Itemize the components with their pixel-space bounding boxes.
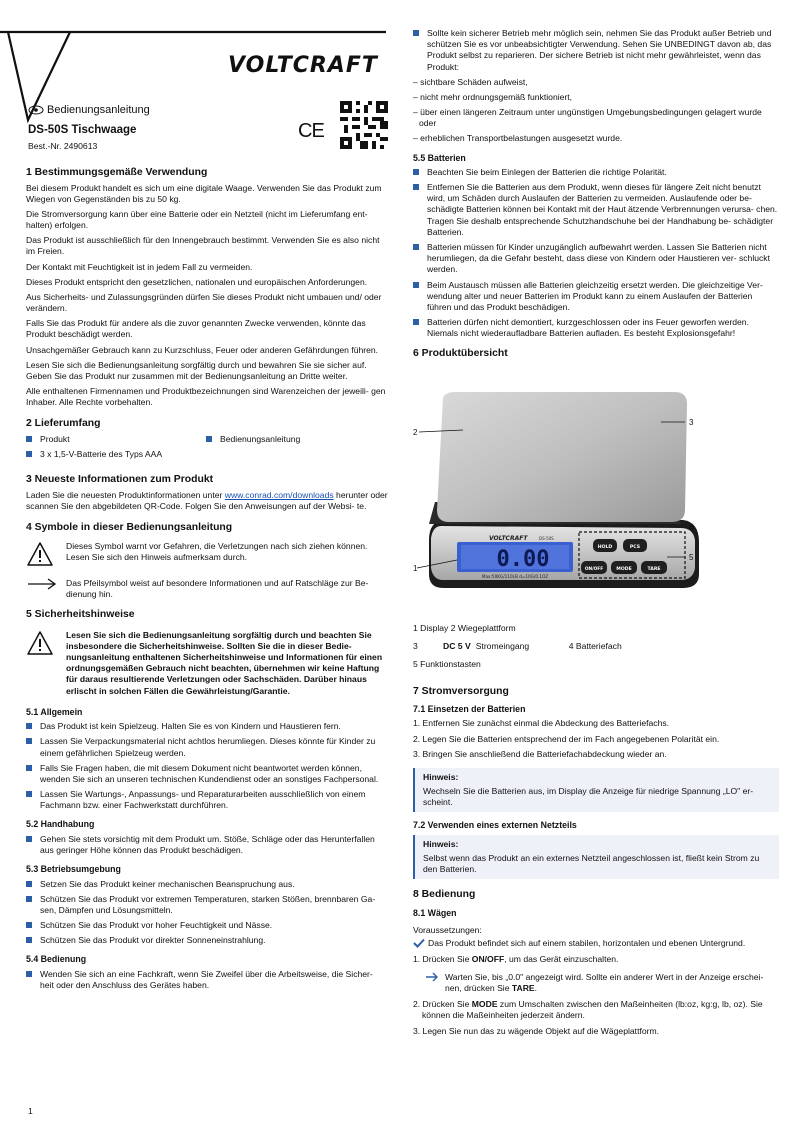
eye-icon xyxy=(28,105,44,115)
list-item: – über einen längeren Zeitraum unter ungünstigen Umgebungsbedingungen gelagert wurde oder xyxy=(413,107,762,129)
section-title: 7 Stromversorgung xyxy=(413,685,509,697)
section-1 xyxy=(26,166,388,408)
paragraph: Lesen Sie sich die Bedienungsanleitung sorgfältig durch und bewahren Sie sie sicher auf. Geben Sie das Produkt nur zusammen mit der Bedienungsanleitung an Dritte weiter. xyxy=(26,359,367,381)
list-item: Beachten Sie beim Einlegen der Batterien die richtige Polarität. xyxy=(413,167,779,178)
hint-box xyxy=(413,835,779,880)
prereq-label: Voraussetzungen: xyxy=(413,925,482,936)
svg-text:MODE: MODE xyxy=(616,567,632,572)
bullet-list xyxy=(413,167,779,339)
legend-dc-text: Stromeingang xyxy=(475,641,530,652)
bullet-list xyxy=(413,28,779,73)
svg-text:PCS: PCS xyxy=(629,545,641,550)
device-brand: VOLTCRAFT xyxy=(489,535,528,542)
list-item: Schützen Sie das Produkt vor extremen Temperaturen, starken Stößen, brennbaren Ga- sen, Dämpfen und Lösungsmitteln. xyxy=(26,894,388,916)
section-title: 5 Sicherheitshinweise xyxy=(26,609,135,621)
bullet-list xyxy=(26,721,388,811)
subsection-title: 7.1 Einsetzen der Batterien xyxy=(413,704,526,715)
paragraph: Dieses Produkt entspricht den gesetzlichen, nationalen und europäischen Anforderungen. xyxy=(26,276,368,287)
legend-line-3: 5 Funktionstasten xyxy=(413,659,481,670)
bullet-list xyxy=(26,834,388,856)
list-item: Das Produkt ist kein Spielzeug. Halten Sie es von Kindern und Haustieren fern. xyxy=(26,721,388,732)
list-item: – erheblichen Transportbelastungen ausgesetzt wurde. xyxy=(413,133,623,144)
brand-logo: VOLTCRAFT xyxy=(228,53,378,78)
button-hold[interactable] xyxy=(593,539,617,552)
symbol-row xyxy=(26,578,388,600)
section-4 xyxy=(26,521,388,600)
paragraph: Die Stromversorgung kann über eine Batterie oder ein Netzteil (nicht im Lieferumfang ent- halten) erfolgen. xyxy=(26,208,368,231)
list-item: Sollte kein sicherer Betrieb mehr möglich sein, nehmen Sie das Produkt außer Betrieb und schützen Sie es vor unbeabsichtigter Verwendung. Sehen Sie UNBEDINGT davon ab, das Produkt selbst zu reparieren. Der sichere Betrieb ist nicht mehr gewährleistet, wenn das Produkt: xyxy=(413,28,779,73)
svg-text:ON/OFF: ON/OFF xyxy=(584,567,604,572)
section-title: 1 Bestimmungsgemäße Verwendung xyxy=(26,167,208,178)
arrow-note xyxy=(425,972,779,994)
device-model: DS-50S xyxy=(539,536,554,541)
list-item: Gehen Sie stets vorsichtig mit dem Produkt um. Stöße, Schläge oder das Herunterfallen aus geringer Höhe können das Produkt beschädigen. xyxy=(26,834,388,856)
paragraph: Unsachgemäßer Gebrauch kann zu Kurzschluss, Feuer oder anderen Gefährdungen führen. xyxy=(26,344,379,355)
safety-intro-text: Lesen Sie sich die Bedienungsanleitung sorgfältig durch und beachten Sie insbesondere die Sicherheitshinweise. Sollten Sie die in dieser Bedie- nungsanleitung enthaltenen Sicherheitshinweise und Informationen für einen ordnungsgemäßen Gebrauch nicht beachten, übernehmen wir keine Haftung für daraus resultierende Verletzungen oder Sachschäden. Darüber hinaus erlischt in solchen Fällen die Gewährleistung/Garantie. xyxy=(66,629,383,696)
paragraph: Falls Sie das Produkt für andere als die zuvor genannten Zwecke verwenden, könnte das Produkt beschädigt werden. xyxy=(26,318,366,340)
product-title: DS-50S Tischwaage xyxy=(28,124,137,136)
display-reading: 0.00 xyxy=(496,547,550,572)
subsection-title: 5.2 Handhabung xyxy=(26,819,95,830)
callout-3: 3 xyxy=(689,418,694,427)
subsection-title: 8.1 Wägen xyxy=(413,907,457,918)
display-caption: Max:50KG/110LB d=10G/0.1OZ xyxy=(481,574,549,579)
qr-code-icon xyxy=(340,101,388,149)
legend-line-2 xyxy=(413,641,779,652)
hint-text: Wechseln Sie die Batterien aus, im Display die Anzeige für niedrige Spannung „LO" er- scheint. xyxy=(423,786,754,808)
step: 2. Drücken Sie MODE zum Umschalten zwischen den Maßeinheiten (lb:oz, kg:g, lb, oz). Sie können die Maßeinheiten jederzeit ändern. xyxy=(413,999,763,1021)
safety-intro xyxy=(26,630,388,697)
hint-text: Selbst wenn das Produkt an ein externes Netzteil angeschlossen ist, fließt kein Strom zu den Batterien. xyxy=(423,853,760,875)
hint-title: Hinweis: xyxy=(423,838,459,849)
list-item: Schützen Sie das Produkt vor hoher Feuchtigkeit und Nässe. xyxy=(26,920,388,931)
text: herunter oder scannen Sie den abgebildeten QR-Code. Folgen Sie den Anweisungen auf der Websi- te. xyxy=(26,489,388,511)
list-item: Lassen Sie Verpackungsmaterial nicht achtlos herumliegen. Dieses könnte für Kinder zu einem gefährlichen Spielzeug werden. xyxy=(26,736,388,758)
list-item: Produkt xyxy=(26,434,206,445)
delivery-list xyxy=(26,434,388,464)
ce-mark: CE xyxy=(298,120,324,142)
warning-triangle-icon xyxy=(26,630,54,656)
section-2 xyxy=(26,417,388,464)
doc-type-row xyxy=(28,103,150,117)
section-title: 4 Symbole in dieser Bedienungsanleitung xyxy=(26,522,233,534)
callout-1: 1 xyxy=(413,564,418,573)
paragraph: Der Kontakt mit Feuchtigkeit ist in jedem Fall zu vermeiden. xyxy=(26,261,253,272)
step: 1. Entfernen Sie zunächst einmal die Abdeckung des Batteriefachs. xyxy=(413,718,670,729)
list-item: – sichtbare Schäden aufweist, xyxy=(413,76,528,87)
step: 2. Legen Sie die Batterien entsprechend der im Fach angegebenen Polarität ein. xyxy=(413,733,720,744)
step: 3. Bringen Sie anschließend die Batteriefachabdeckung wieder an. xyxy=(413,748,667,759)
subsection-title: 5.5 Batterien xyxy=(413,152,466,163)
legend-number: 3 xyxy=(413,641,418,652)
hint-box xyxy=(413,768,779,813)
list-item: Bedienungsanleitung xyxy=(206,434,386,445)
button-pcs[interactable] xyxy=(623,539,647,552)
paragraph: Aus Sicherheits- und Zulassungsgründen dürfen Sie dieses Produkt nicht umbauen und/ oder verändern. xyxy=(26,291,382,314)
hint-title: Hinweis: xyxy=(423,771,459,782)
list-item: Falls Sie Fragen haben, die mit diesem Dokument nicht beantwortet werden können, wenden Sie sich an unseren technischen Kundendienst oder an sonstiges Fachpersonal. xyxy=(26,763,388,785)
legend-battery: 4 Batteriefach xyxy=(568,641,622,652)
list-item: Beim Austausch müssen alle Batterien gleichzeitig ersetzt werden. Die gleichzeitige Ver- wendung alter und neuer Batterien im Produkt kann zu einem Auslaufen der Batterien führen und das Produkt beschädigen. xyxy=(413,280,779,314)
paragraph: Das Produkt ist ausschließlich für den Innengebrauch bestimmt. Verwenden Sie es also nicht im Freien. xyxy=(26,235,380,257)
product-illustration xyxy=(413,392,703,602)
checkmark-icon xyxy=(413,938,425,948)
svg-text:HOLD: HOLD xyxy=(597,545,613,550)
downloads-link[interactable]: www.conrad.com/downloads xyxy=(224,489,334,500)
warning-triangle-icon xyxy=(26,541,54,567)
callout-5: 5 xyxy=(689,553,694,562)
svg-text:TARE: TARE xyxy=(647,567,661,572)
legend-dc: DC 5 V xyxy=(443,641,471,652)
paragraph xyxy=(26,490,388,512)
text: Laden Sie die neuesten Produktinformationen unter xyxy=(26,489,225,500)
list-item: 3 x 1,5-V-Batterie des Typs AAA xyxy=(26,449,206,460)
order-number: Best.-Nr. 2490613 xyxy=(28,141,98,151)
bullet-list xyxy=(26,879,388,947)
section-title: 8 Bedienung xyxy=(413,889,476,901)
callout-2: 2 xyxy=(413,428,418,437)
section-3 xyxy=(26,473,388,512)
left-column xyxy=(26,166,388,995)
prereq-item xyxy=(413,938,779,949)
section-title: 3 Neueste Informationen zum Produkt xyxy=(26,474,214,486)
step: 1. Drücken Sie ON/OFF, um das Gerät einzuschalten. xyxy=(413,953,619,964)
bullet-list xyxy=(26,969,388,991)
list-item: Batterien müssen für Kinder unzugänglich aufbewahrt werden. Lassen Sie Batterien nicht herumliegen, da die Gefahr besteht, dass diese von Kindern oder Haustieren ver- schluckt werden. xyxy=(413,242,779,276)
dash-list xyxy=(413,77,779,145)
list-item: Lassen Sie Wartungs-, Anpassungs- und Reparaturarbeiten ausschließlich von einem Fachmann bzw. einer Fachwerkstatt durchführen. xyxy=(26,789,388,811)
list-item: Setzen Sie das Produkt keiner mechanischen Beanspruchung aus. xyxy=(26,879,388,890)
button-onoff[interactable] xyxy=(581,561,607,574)
step: 3. Legen Sie nun das zu wägende Objekt auf die Wägeplattform. xyxy=(413,1025,660,1036)
right-column xyxy=(413,28,779,364)
list-item: – nicht mehr ordnungsgemäß funktioniert, xyxy=(413,91,573,102)
list-item: Schützen Sie das Produkt vor direkter Sonneneinstrahlung. xyxy=(26,935,388,946)
subsection-title: 7.2 Verwenden eines externen Netzteils xyxy=(413,820,577,831)
arrow-note-text: Warten Sie, bis „0.0" angezeigt wird. Sollte ein anderer Wert in der Anzeige erschei- nen, drücken Sie TARE. xyxy=(445,971,764,994)
arrow-right-icon xyxy=(26,578,58,590)
list-item: Entfernen Sie die Batterien aus dem Produkt, wenn dieses für längere Zeit nicht benutzt wird, um Schäden durch Auslaufen der Batterien zu vermeiden. Auslaufende oder be- schädigte Batterien können bei Kontakt mit der Haut ätzende Verbrennungen verursa- chen. Tragen Sie deshalb entsprechende Schutzhandschuhe bei der Handhabung be- schädigter Batterien. xyxy=(413,182,779,238)
symbol-row xyxy=(26,541,388,570)
subsection-title: 5.3 Betriebsumgebung xyxy=(26,864,121,875)
callout-4: 4 xyxy=(689,523,694,532)
list-item: Batterien dürfen nicht demontiert, kurzgeschlossen oder ins Feuer geworfen werden. Niemals nicht wiederaufladbare Batterien aufladen. Es besteht Explosionsgefahr! xyxy=(413,317,779,339)
subsection-title: 5.4 Bedienung xyxy=(26,954,87,965)
section-5 xyxy=(26,608,388,991)
arrow-symbol-text: Das Pfeilsymbol weist auf besondere Informationen und auf Ratschläge zur Be- dienung hin. xyxy=(66,577,369,600)
legend-line-1: 1 Display 2 Wiegeplattform xyxy=(413,623,516,633)
warning-symbol-text: Dieses Symbol warnt vor Gefahren, die Verletzungen nach sich ziehen können. Lesen Sie sich den Hinweis aufmerksam durch. xyxy=(66,540,368,562)
button-tare[interactable] xyxy=(641,561,667,574)
subsection-title: 5.1 Allgemein xyxy=(26,706,83,717)
doc-type: Bedienungsanleitung xyxy=(47,104,150,116)
page-number: 1 xyxy=(28,1106,33,1116)
list-item: Wenden Sie sich an eine Fachkraft, wenn Sie Zweifel über die Arbeitsweise, die Sicher- heit oder den Anschluss des Gerätes haben. xyxy=(26,969,388,991)
paragraph: Alle enthaltenen Firmennamen und Produktbezeichnungen sind Warenzeichen der jeweili- gen Inhaber. Alle Rechte vorbehalten. xyxy=(26,386,386,408)
section-title: 2 Lieferumfang xyxy=(26,418,101,430)
section-title: 6 Produktübersicht xyxy=(413,348,508,360)
button-mode[interactable] xyxy=(611,561,637,574)
arrow-right-icon xyxy=(425,972,439,982)
prereq-text: Das Produkt befindet sich auf einem stabilen, horizontalen und ebenen Untergrund. xyxy=(428,937,746,948)
right-column-lower xyxy=(413,623,779,1041)
paragraph: Bei diesem Produkt handelt es sich um eine digitale Waage. Verwenden Sie das Produkt zum Wiegen von Gegenständen bis zu 50 kg. xyxy=(26,182,382,204)
